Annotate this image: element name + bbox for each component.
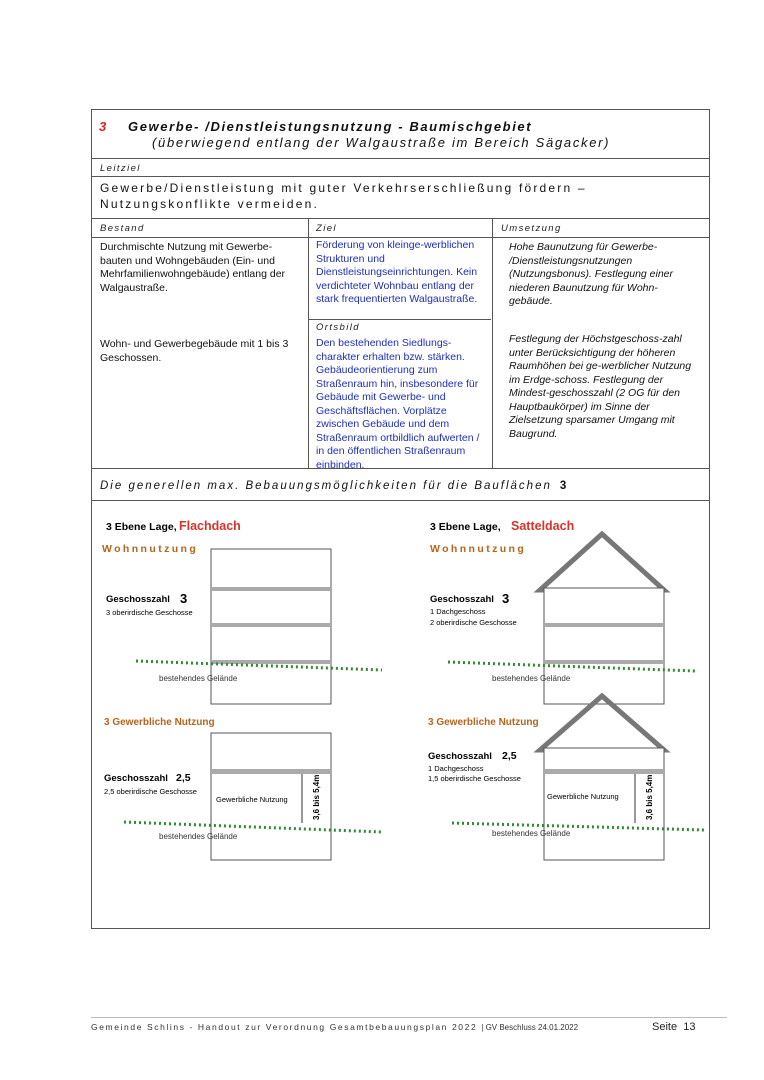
roof-shape [540,534,664,590]
bebauung-title: Die generellen max. Bebauungsmöglichkeiten für die Bauflächen 3 [100,480,569,492]
inner-label: Gewerbliche Nutzung [216,795,288,804]
floor-slab [544,660,664,664]
diagram-usage-label: Wohnnutzung [102,543,199,555]
ortsbild-label: Ortsbild [316,322,360,333]
diagram-prefix: 3 Ebene Lage, [430,521,501,533]
bebauung-diagrams [92,500,709,925]
bestand-cell-2: Wohn- und Gewerbegebäude mit 1 bis 3 Geschossen. [100,338,289,364]
geschosszahl-value: 3 [180,591,188,606]
diagram-title: 3 Gewerbliche Nutzung [428,717,539,728]
diagram-title: 3 Gewerbliche Nutzung [104,717,215,728]
geschoss-note: 3 oberirdische Geschosse [106,608,193,617]
floor-slab [211,660,331,664]
divider [92,237,709,238]
ground-label: bestehendes Gelände [159,674,238,683]
geschoss-note: 2 oberirdische Geschosse [430,618,517,627]
divider [92,468,709,469]
geschosszahl-value: 2,5 [176,772,191,784]
column-divider [308,218,309,468]
diagram-prefix: 3 Ebene Lage, [106,521,177,533]
section-title: Gewerbe- /Dienstleistungsnutzung - Baumischgebiet [128,119,533,134]
diagram-usage-label: Wohnnutzung [430,543,527,555]
divider [308,319,491,320]
ground-label: bestehendes Gelände [492,674,571,683]
geschoss-note: 1 Dachgeschoss [430,607,486,616]
ground-label: bestehendes Gelände [492,829,571,838]
divider [92,176,709,177]
section-box [91,109,710,929]
floor-slab [211,769,331,774]
geschosszahl-label: Geschosszahl [104,773,168,784]
diagram-gewerbe-sattel [428,696,704,860]
floor-slab [211,587,331,591]
umsetzung-cell-1: Hohe Baunutzung für Gewerbe- /Dienstleistungsnutzungen (Nutzungsbonus). Festlegung einer niederen Baunutzung für Wohn-gebäude. [509,241,674,307]
footer-rule [91,1017,727,1018]
leitziel-text: Gewerbe/Dienstleistung mit guter Verkehrserschließung fördern – Nutzungskonflikte vermeiden. [100,181,587,211]
column-divider [492,218,493,468]
geschosszahl-value: 3 [502,591,510,606]
divider [92,218,709,219]
geschoss-note: 1,5 oberirdische Geschosse [428,774,521,783]
floor-slab [544,623,664,627]
header-ziel: Ziel [316,223,337,234]
geschosszahl-value: 2,5 [502,750,517,762]
geschosszahl-label: Geschosszahl [428,751,492,762]
header-umsetzung: Umsetzung [501,223,562,234]
geschoss-note: 1 Dachgeschoss [428,764,484,773]
height-label: 3,6 bis 5,4m [312,774,321,820]
ziel-cell-2: Den bestehenden Siedlungs-charakter erhalten bzw. stärken. Gebäudeorientierung zum Straßenraum hin, insbesondere für Gebäude mit Gewerbe- und Geschäftsflächen. Vorplätze zwischen Gebäude und dem Straßenraum ortbildlich aufwerten / in den öffentlichen Straßenraum einbinden. [316,337,480,471]
page-number: Seite 13 [652,1021,696,1033]
umsetzung-cell-2: Festlegung der Höchstgeschoss-zahl unter Berücksichtigung der höheren Raumhöhen bei ge-werblicher Nutzung im Erdge-schoss. Festlegung der Mindest-geschosszahl (2 OG für den Hauptbaukörper) im Sinne der Zielsetzung sparsamer Umgang mit Baugrund. [509,333,692,440]
diagram-roof-label: Flachdach [179,519,241,533]
floor-slab [544,769,664,774]
ziel-cell-1: Förderung von kleinge-werblichen Strukturen und Dienstleistungseinrichtungen. Kein verdichteter Wohnbau entlang der stark frequentierten Walgaustraße. [316,239,478,305]
ground-label: bestehendes Gelände [159,832,238,841]
floor-slab [211,623,331,627]
divider [92,158,709,159]
bestand-cell-1: Durchmischte Nutzung mit Gewerbe-bauten und Wohngebäuden (Ein- und Mehrfamilienwohngebäude) entlang der Walgaustraße. [100,241,286,294]
section-subtitle: (überwiegend entlang der Walgaustraße im Bereich Sägacker) [152,135,611,150]
header-bestand: Bestand [100,223,145,234]
section-number: 3 [99,119,107,134]
geschoss-note: 2,5 oberirdische Geschosse [104,787,197,796]
diagram-gewerbe-flach [104,717,382,860]
height-label: 3,6 bis 5,4m [645,774,654,820]
building-outline [544,588,664,704]
diagram-flachdach [102,519,382,704]
diagram-satteldach [430,519,695,704]
inner-label: Gewerbliche Nutzung [547,792,619,801]
footer-text: Gemeinde Schlins - Handout zur Verordnung Gesamtbebauungsplan 2022 | GV Beschluss 24.01.2022 [91,1022,579,1032]
leitziel-label: Leitziel [100,163,141,174]
geschosszahl-label: Geschosszahl [430,594,494,605]
diagram-roof-label: Satteldach [511,519,575,533]
geschosszahl-label: Geschosszahl [106,594,170,605]
